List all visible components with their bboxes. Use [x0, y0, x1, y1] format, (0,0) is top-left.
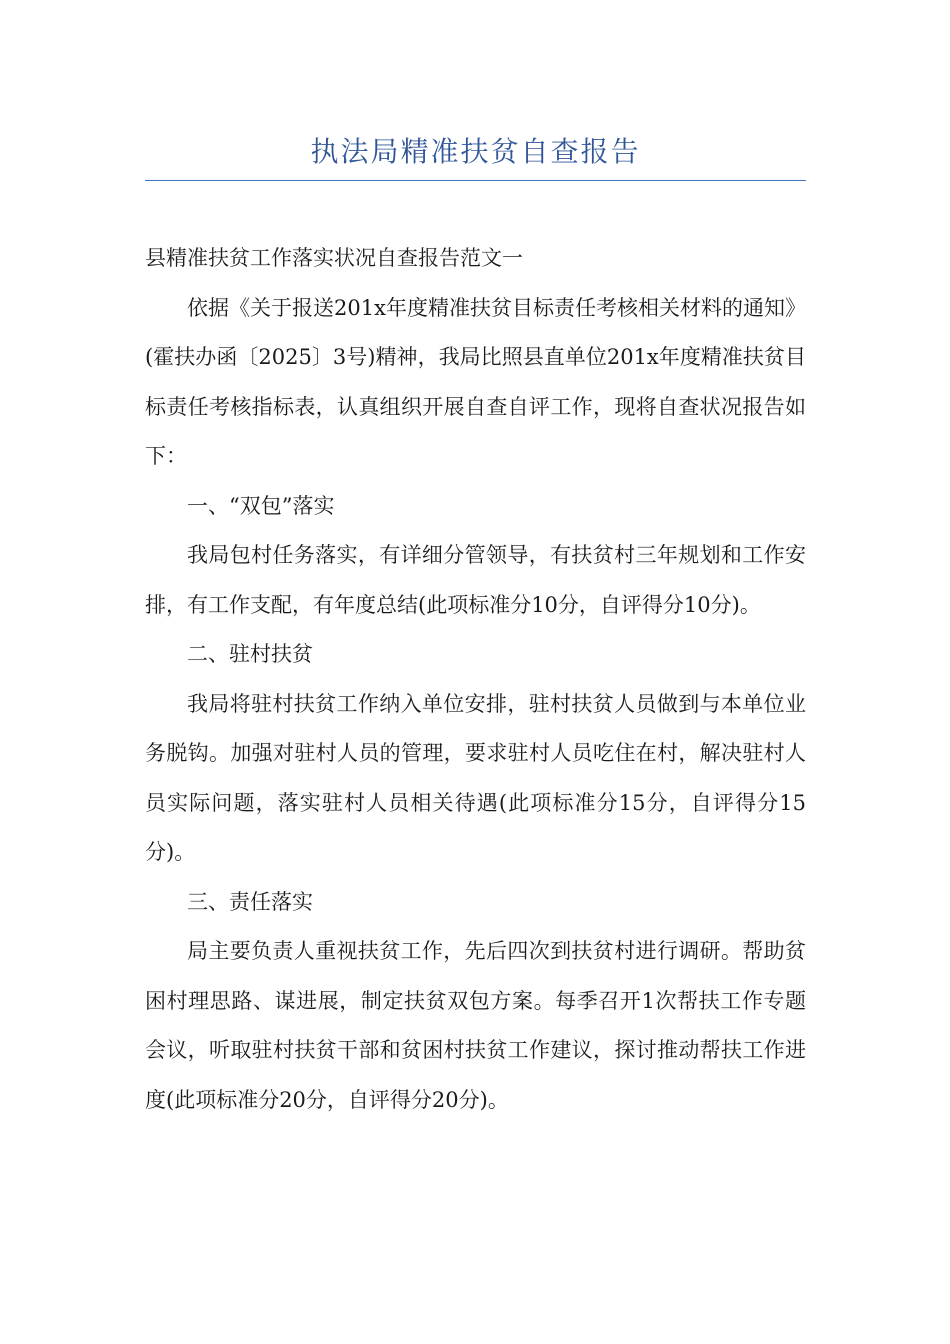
title-divider [145, 180, 806, 181]
intro-paragraph: 依据《关于报送201x年度精准扶贫目标责任考核相关材料的通知》(霍扶办函〔2025〕3号)精神，我局比照县直单位201x年度精准扶贫目标责任考核指标表，认真组织开展自查自评工作，现将自查状况报告如下： [145, 295, 806, 468]
heading-shuangbao: 一、“双包”落实 [187, 493, 335, 518]
paragraph-zeren: 局主要负责人重视扶贫工作，先后四次到扶贫村进行调研。帮助贫困村理思路、谋进展，制定扶贫双包方案。每季召开1次帮扶工作专题会议，听取驻村扶贫干部和贫困村扶贫工作建议，探讨推动帮扶工作进度(此项标准分20分，自评得分20分)。 [145, 939, 806, 1112]
paragraph-shuangbao: 我局包村任务落实，有详细分管领导，有扶贫村三年规划和工作安排，有工作支配，有年度总结(此项标准分10分，自评得分10分)。 [145, 543, 806, 617]
heading-zhucun: 二、驻村扶贫 [187, 642, 313, 666]
heading-zeren: 三、责任落实 [187, 889, 313, 914]
document-body [145, 234, 806, 1125]
document-title: 执法局精准扶贫自查报告 [310, 135, 641, 168]
paragraph-zhucun: 我局将驻村扶贫工作纳入单位安排，驻村扶贫人员做到与本单位业务脱钩。加强对驻村人员的管理，要求驻村人员吃住在村，解决驻村人员实际问题，落实驻村人员相关待遇(此项标准分15分，自评得分15分)。 [145, 691, 806, 864]
section-subtitle: 县精准扶贫工作落实状况自查报告范文一 [145, 246, 523, 270]
